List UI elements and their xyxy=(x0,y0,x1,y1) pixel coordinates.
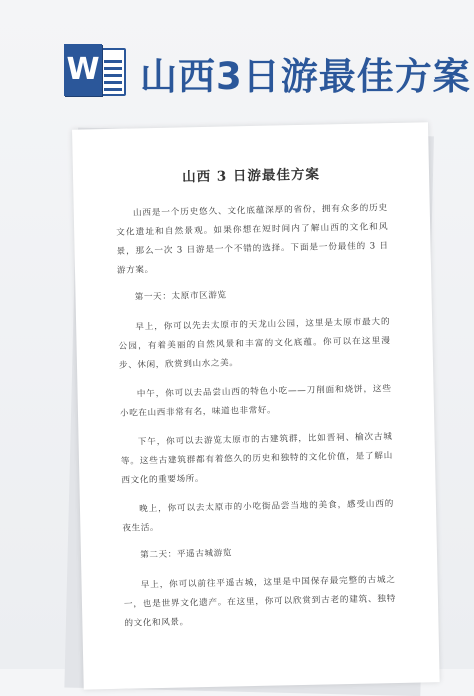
page-title: 山西3日游最佳方案 xyxy=(140,55,471,98)
word-icon-badge: W xyxy=(64,44,102,96)
paragraph-day1-afternoon: 下午，你可以去游览太原市的古建筑群，比如晋祠、榆次古城等。这些古建筑群都有着悠久的历史和独特的文化价值，是了解山西文化的重要场所。 xyxy=(120,432,394,486)
paragraph-day1-evening: 晚上，你可以去太原市的小吃街品尝当地的美食，感受山西的夜生活。 xyxy=(122,499,395,534)
document-title: 山西 3 日游最佳方案 xyxy=(181,166,321,186)
document-page xyxy=(72,122,440,689)
section-heading-day2: 第二天：平遥古城游览 xyxy=(140,548,233,561)
header-banner xyxy=(0,0,474,110)
paragraph-day1-noon: 中午，你可以去品尝山西的特色小吃——刀削面和烧饼，这些小吃在山西非常有名，味道也非常好。 xyxy=(119,384,392,419)
paragraph-day1-morning: 早上，你可以先去太原市的天龙山公园，这里是太原市最大的公园，有着美丽的自然风景和丰富的文化底蕴。你可以在这里漫步、休闲，欣赏到山水之美。 xyxy=(118,317,391,371)
word-icon xyxy=(64,44,126,96)
section-heading-day1: 第一天：太原市区游览 xyxy=(134,290,227,303)
paragraph-day2-morning: 早上，你可以前往平遥古城，这里是中国保存最完整的古城之一，也是世界文化遗产。在这里，你可以欣赏到古老的建筑、独特的文化和风景。 xyxy=(123,575,397,629)
paragraph-intro: 山西是一个历史悠久、文化底蕴深厚的省份，拥有众多的历史文化遗址和自然景观。如果你想在短时间内了解山西的文化和风景，那么一次 3 日游是一个不错的选择。下面是一份最佳的 3 日游方案。 xyxy=(116,203,389,276)
